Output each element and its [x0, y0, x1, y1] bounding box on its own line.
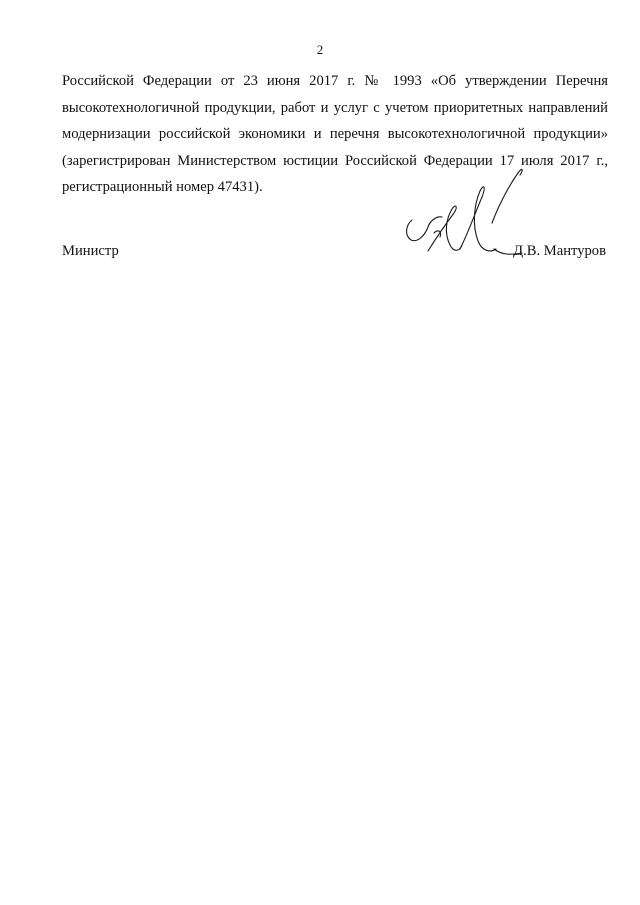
signer-position: Министр: [62, 243, 119, 259]
paragraph-line: Российской Федерации от 23 июня 2017 г. № 1993 «Об утверждении Перечня: [62, 73, 608, 89]
signature-row: [62, 241, 608, 263]
paragraph-line: высокотехнологичной продукции, работ и услуг с учетом приоритетных направлений: [62, 99, 608, 116]
paragraph-line: (зарегистрирован Министерством юстиции Российской Федерации 17 июля 2017 г.,: [62, 152, 608, 169]
paragraph-line: модернизации российской экономики и перечня высокотехнологичной продукции»: [62, 126, 608, 142]
page-number: 2: [316, 42, 324, 57]
signer-name: Д.В. Мантуров: [513, 243, 606, 259]
paragraph-line: регистрационный номер 47431).: [62, 179, 263, 195]
